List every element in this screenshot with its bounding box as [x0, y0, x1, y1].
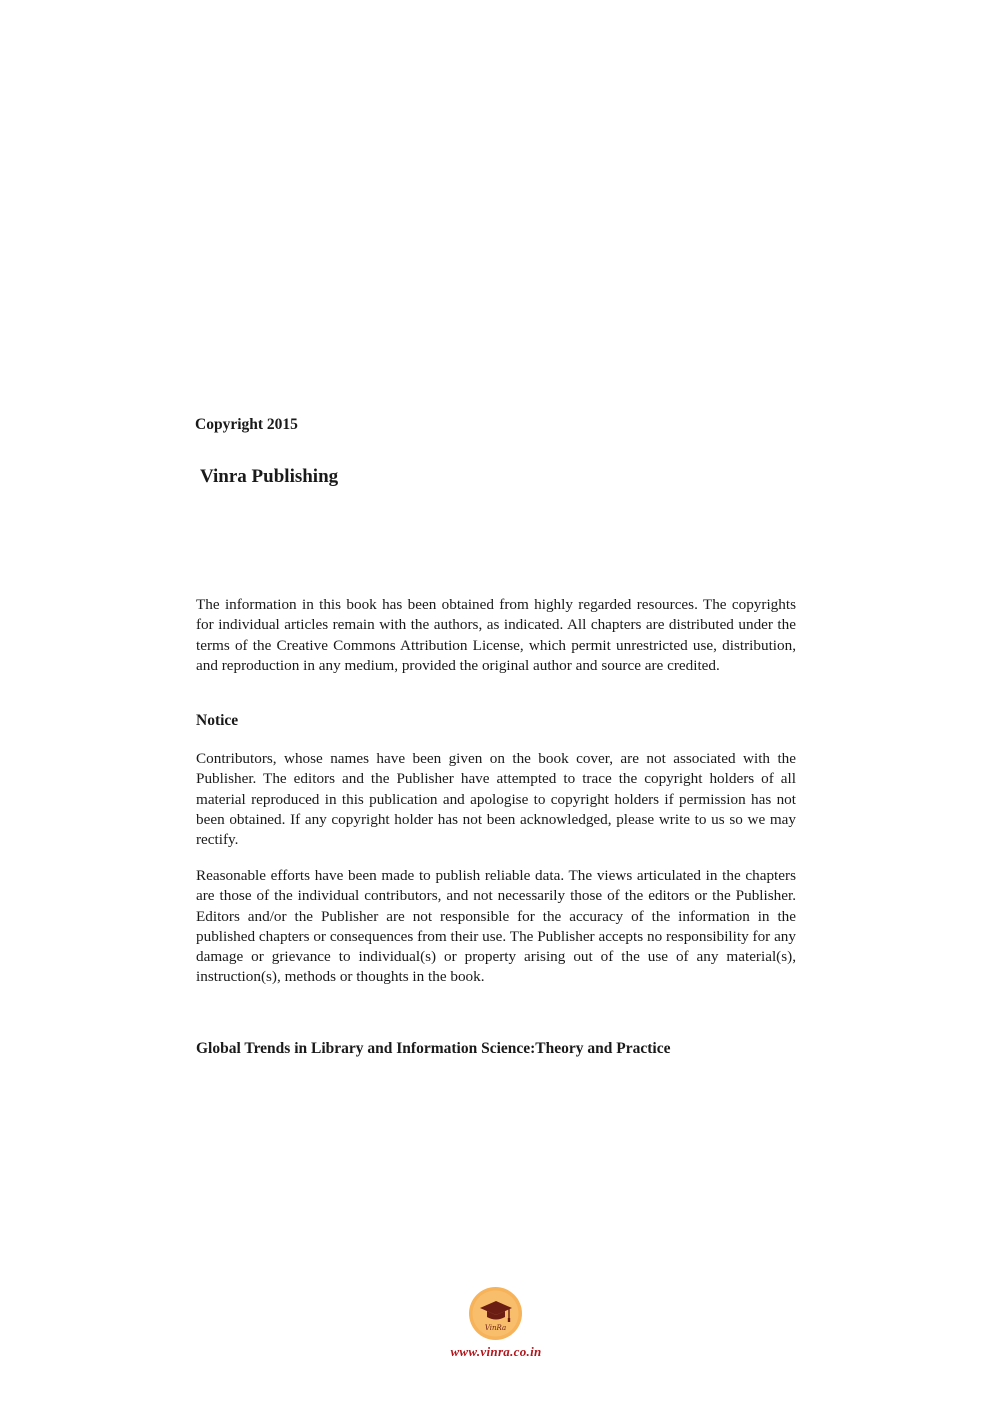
publisher-name: Vinra Publishing	[200, 466, 339, 487]
logo-lettering: VinRa	[484, 1324, 507, 1332]
notice-paragraph-contributors: Contributors, whose names have been given on the book cover, are not associated with the Publisher. The editors and the Publisher have attempted to trace the copyright holders of all material reproduced in this publication and apologise to copyright holders if permission has not been obtained. If any copyright holder has not been acknowledged, please write to us so we may rectify.	[196, 750, 796, 849]
rights-paragraph: The information in this book has been obtained from highly regarded resources. The copyrights for individual articles remain with the authors, as indicated. All chapters are distributed under the terms of the Creative Commons Attribution License, which permit unrestricted use, distribution, and reproduction in any medium, provided the original author and source are credited.	[196, 596, 796, 674]
book-title: Global Trends in Library and Information Science:Theory and Practice	[196, 1040, 671, 1057]
vinra-logo	[469, 1287, 522, 1340]
website-url[interactable]: www.vinra.co.in	[450, 1344, 542, 1359]
copyright-line: Copyright 2015	[195, 416, 298, 433]
graduation-cap-icon	[469, 1287, 522, 1340]
notice-paragraph-disclaimer: Reasonable efforts have been made to publish reliable data. The views articulated in the chapters are those of the individual contributors, and not necessarily those of the editors or the Publisher. Editors and/or the Publisher are not responsible for the accuracy of the information in the published chapters or consequences from their use. The Publisher accepts no responsibility for any damage or grievance to individual(s) or property arising out of the use of any material(s), instruction(s), methods or thoughts in the book.	[196, 867, 796, 986]
notice-heading: Notice	[196, 712, 239, 729]
